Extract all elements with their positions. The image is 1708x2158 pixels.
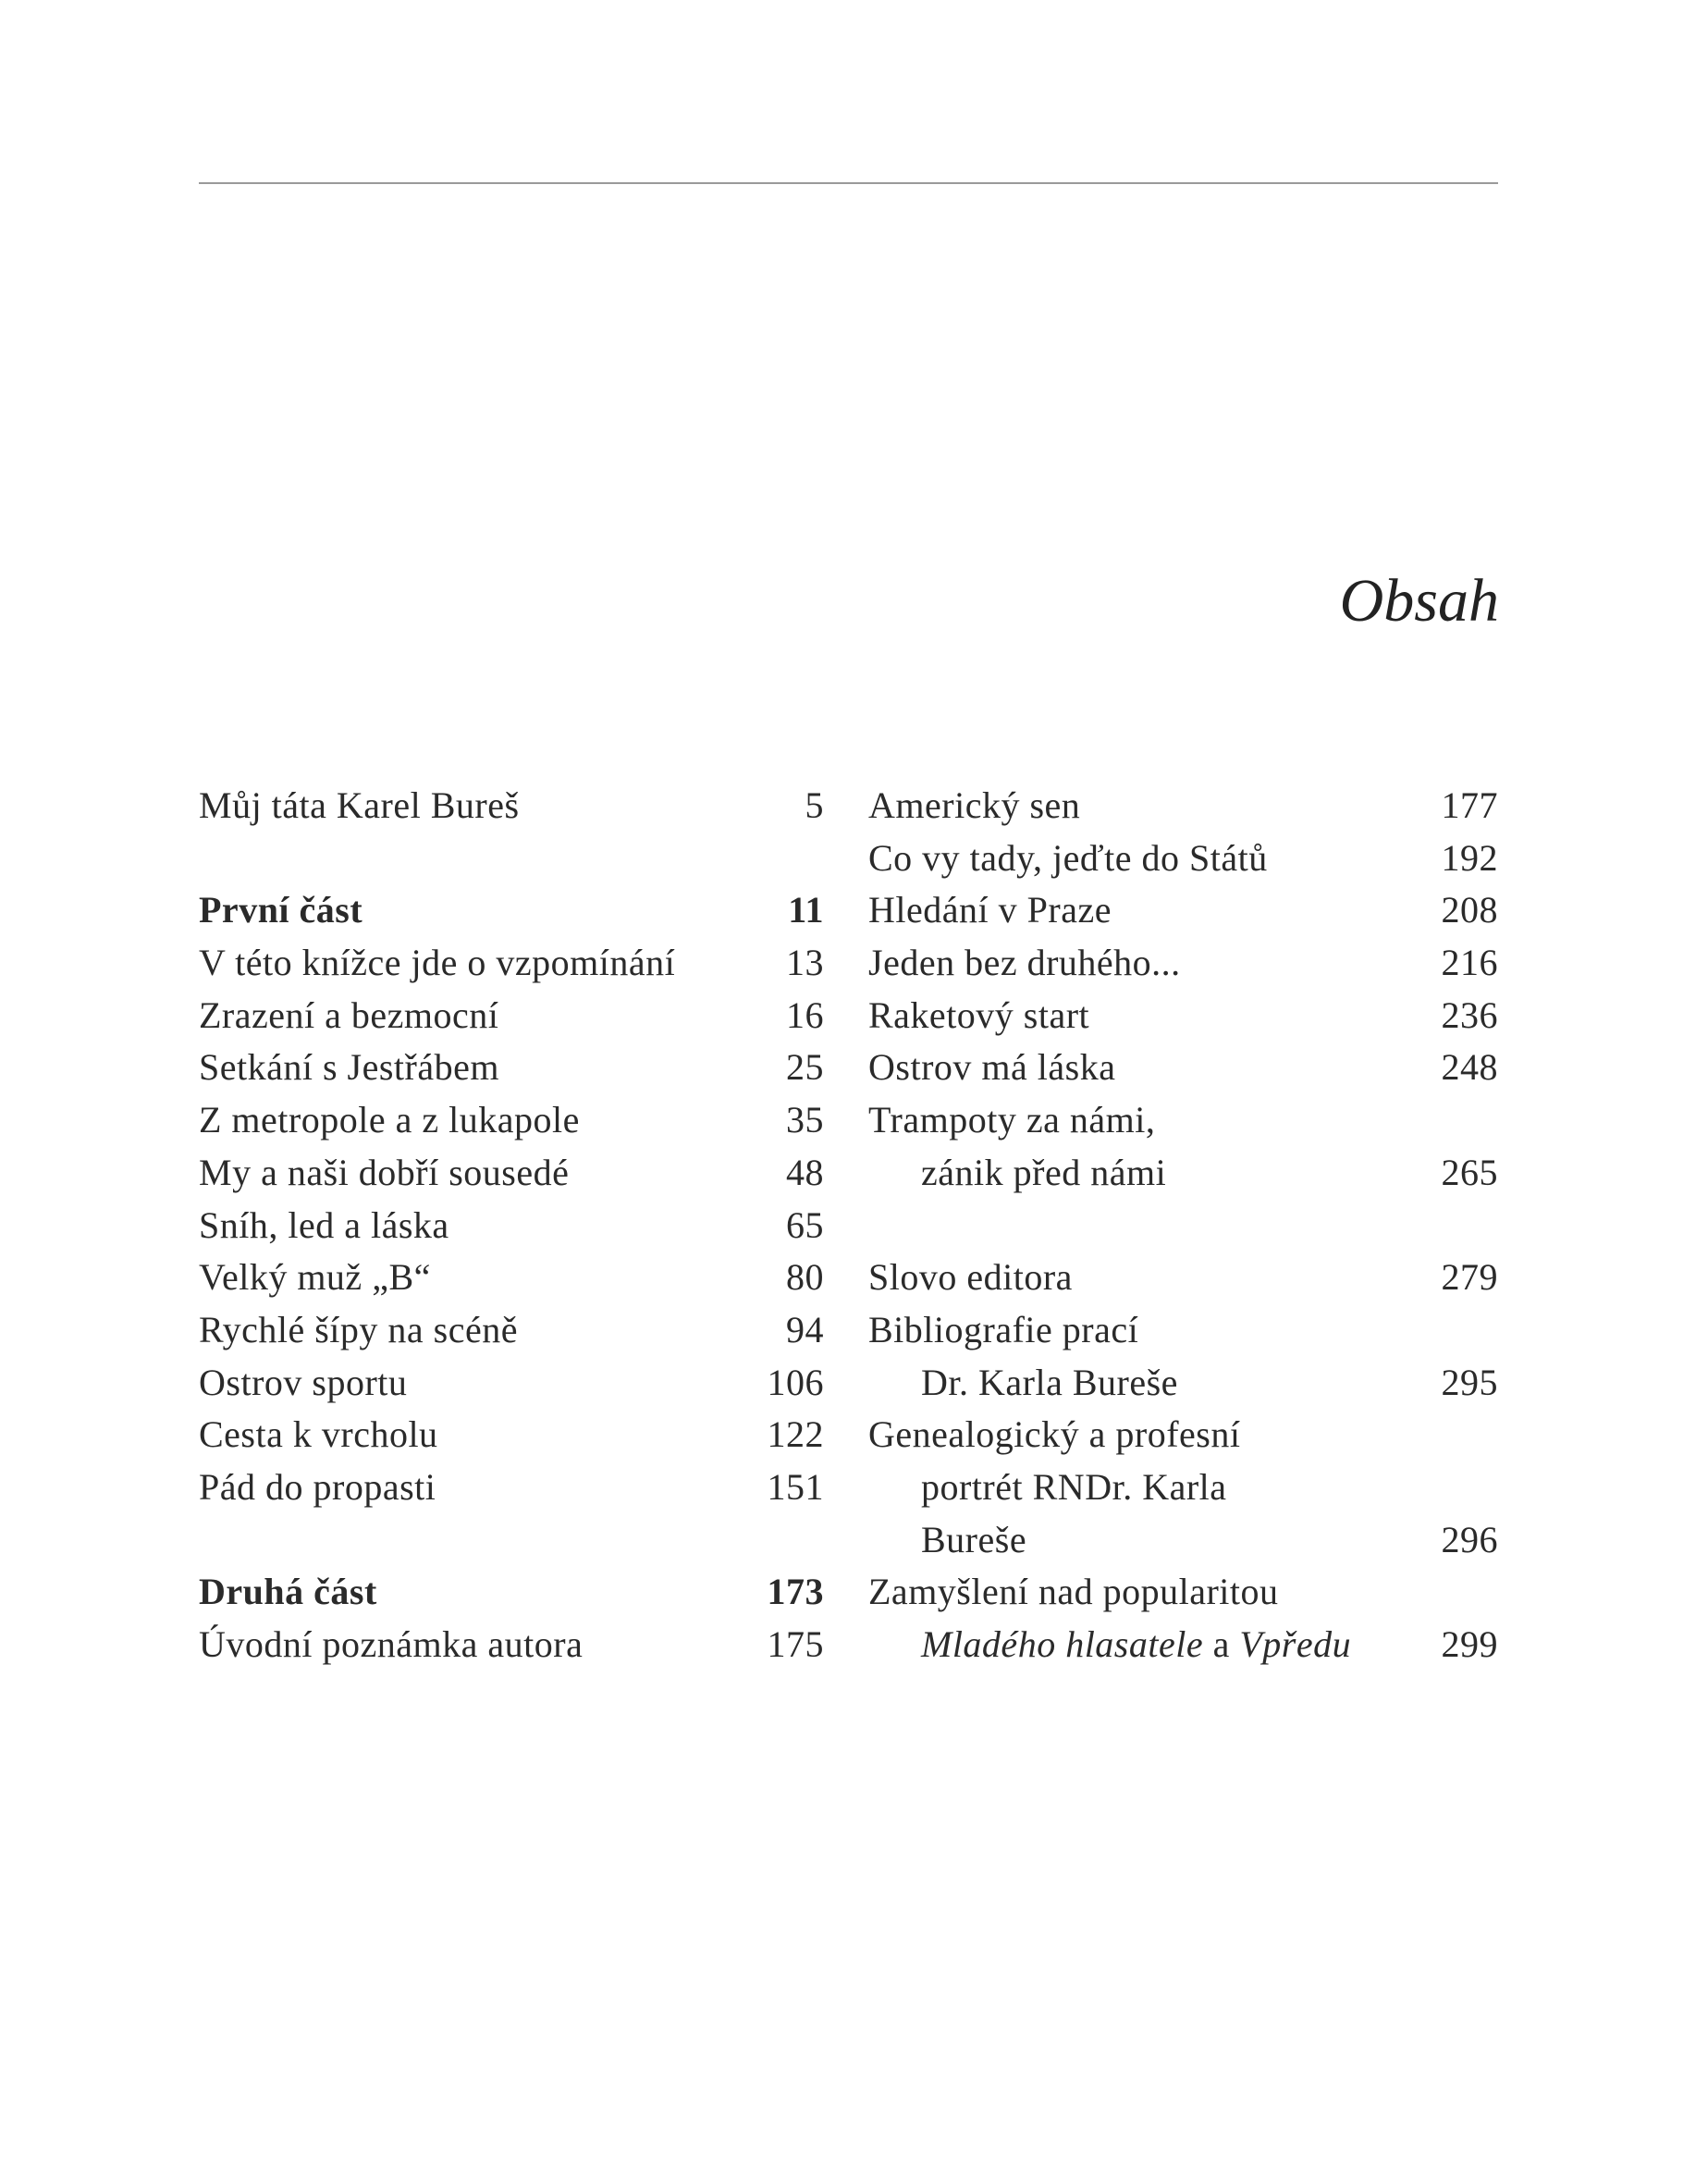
toc-entry[interactable] (868, 780, 1498, 832)
toc-entry-title: Raketový start (868, 993, 1090, 1036)
toc-entry[interactable] (199, 1200, 824, 1252)
toc-right-column (868, 780, 1498, 1671)
toc-entry-title: Co vy tady, jeďte do Států (868, 836, 1268, 879)
toc-entry[interactable] (199, 1042, 824, 1094)
top-rule (199, 182, 1498, 184)
toc-entry-page: 5 (805, 784, 824, 826)
toc-entry-title: Druhá část (199, 1571, 377, 1613)
toc-entry[interactable] (868, 937, 1498, 990)
toc-entry-line[interactable] (868, 1094, 1498, 1147)
toc-entry-title: Zamyšlení nad popularitou (868, 1571, 1279, 1613)
toc-part-heading[interactable] (199, 1566, 824, 1619)
toc-entry[interactable] (868, 1252, 1498, 1304)
toc-entry-line[interactable] (868, 1461, 1498, 1514)
toc-entry-title-cont: Bureše (921, 1518, 1027, 1560)
toc-entry[interactable] (868, 990, 1498, 1042)
toc-entry-title: Z metropole a z lukapole (199, 1099, 580, 1141)
toc-entry-line[interactable] (868, 1304, 1498, 1357)
toc-entry-title: Rychlé šípy na scéně (199, 1308, 518, 1350)
toc-entry-title: První část (199, 889, 363, 931)
toc-entry[interactable] (199, 1357, 824, 1410)
toc-entry[interactable] (199, 1147, 824, 1200)
toc-entry-title: Slovo editora (868, 1256, 1073, 1299)
toc-entry-title: Jeden bez druhého... (868, 942, 1181, 984)
toc-entry-title: V této knížce jde o vzpomínání (199, 942, 676, 984)
italic-title-vpredu: Vpředu (1239, 1623, 1352, 1665)
toc-entry-title-cont: zánik před námi (921, 1151, 1167, 1193)
toc-entry-title: Trampoty za námi, (868, 1099, 1156, 1141)
toc-entry[interactable] (199, 937, 824, 990)
toc-entry-page: 192 (1441, 836, 1498, 879)
toc-entry[interactable] (199, 1461, 824, 1514)
toc-entry-title: Setkání s Jestřábem (199, 1046, 499, 1089)
toc-entry-title: My a naši dobří sousedé (199, 1151, 570, 1193)
toc-entry[interactable] (199, 780, 824, 832)
toc-left-column (199, 780, 824, 1671)
toc-entry-page: 122 (767, 1413, 824, 1456)
toc-entry-line[interactable] (868, 1566, 1498, 1619)
toc-entry-title: Ostrov má láska (868, 1046, 1116, 1089)
toc-entry-page: 25 (786, 1046, 824, 1089)
toc-entry-page: 296 (1441, 1518, 1498, 1560)
toc-entry-page: 80 (786, 1256, 824, 1299)
italic-title-mlady-hlasatel: Mladého hlasatele (921, 1623, 1204, 1665)
page-title: Obsah (1339, 567, 1499, 635)
toc-entry-title: Hledání v Praze (868, 889, 1112, 931)
toc-spacer (199, 832, 824, 885)
toc-entry-title: Ostrov sportu (199, 1361, 408, 1403)
toc-entry-title: Velký muž „B“ (199, 1256, 431, 1299)
toc-spacer (868, 1200, 1498, 1252)
toc-entry-title: Sníh, led a láska (199, 1203, 449, 1246)
toc-entry-title-cont: portrét RNDr. Karla (921, 1465, 1227, 1508)
toc-entry-line[interactable] (868, 1409, 1498, 1461)
toc-entry-page: 236 (1441, 993, 1498, 1036)
toc-entry-title-cont (868, 1619, 1415, 1671)
toc-entry[interactable] (199, 1252, 824, 1304)
toc-entry-page: 216 (1441, 942, 1498, 984)
toc-entry[interactable] (199, 1094, 824, 1147)
toc-entry-page: 35 (786, 1099, 824, 1141)
toc-entry-title: Pád do propasti (199, 1465, 436, 1508)
toc-entry-page: 11 (788, 889, 824, 931)
conjunction: a (1203, 1623, 1240, 1665)
toc-entry-line[interactable] (868, 1619, 1498, 1671)
toc-entry-page: 48 (786, 1151, 824, 1193)
toc-entry-page: 279 (1441, 1256, 1498, 1299)
toc-entry-page: 265 (1441, 1151, 1498, 1193)
toc-entry[interactable] (868, 884, 1498, 937)
toc-entry-page: 248 (1441, 1046, 1498, 1089)
toc-entry-page: 177 (1441, 784, 1498, 826)
toc-entry-line[interactable] (868, 1147, 1498, 1200)
toc-entry-title: Bibliografie prací (868, 1308, 1139, 1350)
toc-entry-title: Zrazení a bezmocní (199, 993, 499, 1036)
toc-entry-title: Úvodní poznámka autora (199, 1623, 584, 1665)
toc-entry-title-cont: Dr. Karla Bureše (921, 1361, 1178, 1403)
toc-entry-title: Můj táta Karel Bureš (199, 784, 520, 826)
toc-entry-page: 173 (767, 1571, 824, 1613)
toc-entry-title: Cesta k vrcholu (199, 1413, 438, 1456)
toc-entry-page: 299 (1441, 1623, 1498, 1665)
toc-entry-page: 65 (786, 1203, 824, 1246)
toc-entry[interactable] (199, 1619, 824, 1671)
toc-entry-page: 13 (786, 942, 824, 984)
toc-entry-page: 295 (1441, 1361, 1498, 1403)
toc-entry[interactable] (199, 1304, 824, 1357)
toc-entry-title: Americký sen (868, 784, 1081, 826)
toc-spacer (199, 1514, 824, 1567)
toc-entry-page: 151 (767, 1465, 824, 1508)
toc-part-heading[interactable] (199, 884, 824, 937)
toc-entry[interactable] (199, 1409, 824, 1461)
toc-entry-line[interactable] (868, 1514, 1498, 1567)
toc-entry-page: 94 (786, 1308, 824, 1350)
toc-entry-page: 16 (786, 993, 824, 1036)
toc-entry-page: 208 (1441, 889, 1498, 931)
toc-entry-page: 106 (767, 1361, 824, 1403)
toc-entry[interactable] (868, 832, 1498, 885)
toc-entry[interactable] (199, 990, 824, 1042)
toc-entry-page: 175 (767, 1623, 824, 1665)
toc-entry[interactable] (868, 1042, 1498, 1094)
toc-entry-line[interactable] (868, 1357, 1498, 1410)
toc-entry-title: Genealogický a profesní (868, 1413, 1241, 1456)
